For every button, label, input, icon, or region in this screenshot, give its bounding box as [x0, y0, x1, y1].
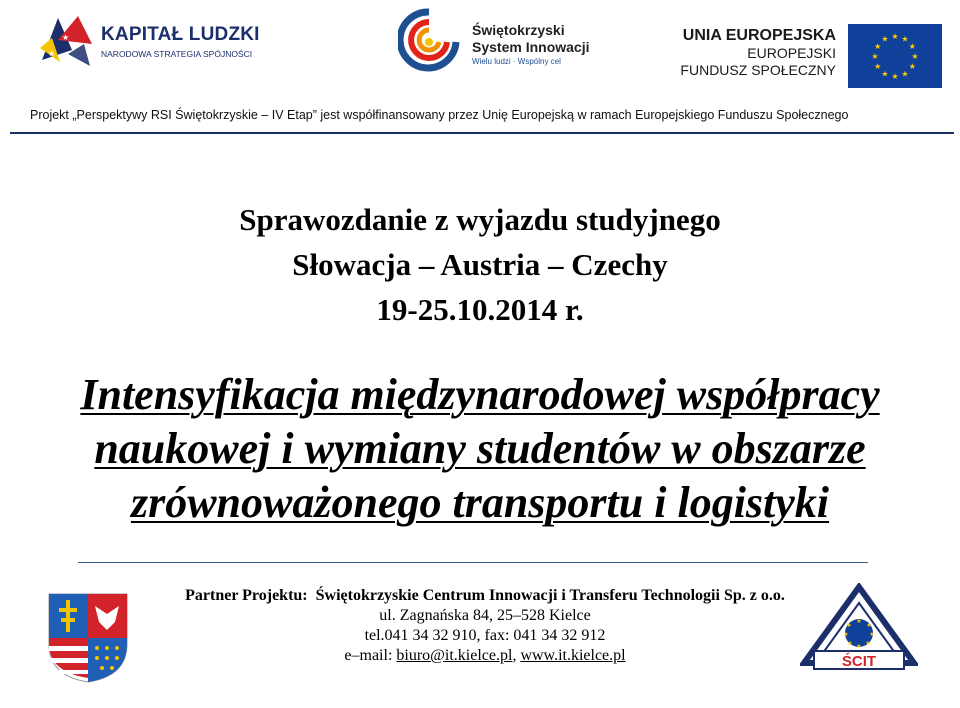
website-link[interactable]: www.it.kielce.pl	[520, 647, 626, 664]
eu-star-icon: ★	[911, 52, 919, 61]
project-funding-line: Projekt „Perspektywy RSI Świętokrzyskie – IV Etap” jest współfinansowany przez Unię Europejską w ramach Europejskiego Funduszu Społecznego	[30, 108, 849, 122]
partner-info	[150, 586, 820, 666]
eu-star-icon: ★	[908, 62, 916, 71]
eu-star-icon: ★	[901, 34, 909, 44]
partner-label: Partner Projektu:	[185, 587, 308, 604]
svg-text:★: ★	[843, 631, 849, 638]
main-title-line1: Intensyfikacja międzynarodowej współpracy	[80, 370, 880, 419]
scit-logo	[800, 583, 918, 675]
main-title	[0, 368, 960, 530]
report-title-line3: 19-25.10.2014 r.	[376, 292, 584, 327]
eu-star-icon: ★	[901, 69, 909, 79]
email-link[interactable]: biuro@it.kielce.pl	[396, 647, 513, 664]
coat-of-arms-icon	[47, 592, 129, 684]
main-title-line2: naukowej i wymiany studentów w obszarze	[94, 424, 866, 473]
partner-address: ul. Zagnańska 84, 25–528 Kielce	[379, 607, 591, 624]
eu-line3: FUNDUSZ SPOŁECZNY	[680, 62, 836, 78]
eu-star-icon: ★	[908, 42, 916, 51]
svg-text:★: ★	[865, 640, 871, 647]
svg-text:★: ★	[847, 640, 853, 647]
svg-text:★: ★	[856, 618, 862, 625]
eu-star-icon: ★	[891, 32, 899, 41]
eu-star-icon: ★	[881, 69, 889, 79]
contact-separator: ,	[512, 647, 521, 664]
scit-logo-text: ŚCIT	[841, 653, 877, 670]
partner-contact	[150, 646, 820, 666]
svg-text:★: ★	[48, 49, 56, 58]
header-divider	[10, 132, 954, 134]
eu-star-icon: ★	[871, 52, 879, 61]
eu-line2: EUROPEJSKI	[747, 45, 836, 61]
svg-text:★: ★	[62, 33, 70, 42]
partner-line	[150, 586, 820, 606]
svg-text:★: ★	[856, 643, 862, 650]
eu-star-icon: ★	[874, 62, 882, 71]
partner-name: Świętokrzyskie Centrum Innowacji i Transferu Technologii Sp. z o.o.	[315, 587, 785, 604]
ssi-name	[472, 22, 589, 56]
ssi-logo	[398, 8, 460, 72]
footer-divider	[78, 562, 868, 563]
svg-text:★: ★	[846, 622, 852, 629]
ssi-name-line2: System Innowacji	[472, 39, 590, 55]
ssi-name-line1: Świętokrzyski	[472, 22, 565, 38]
eu-star-icon: ★	[891, 72, 899, 81]
main-title-line3: zrównoważonego transportu i logistyki	[130, 478, 830, 527]
svg-text:★: ★	[869, 631, 875, 638]
svg-text:★: ★	[866, 622, 872, 629]
eu-flag-icon	[848, 24, 942, 88]
email-label: e–mail:	[344, 647, 397, 664]
report-title-line2: Słowacja – Austria – Czechy	[292, 247, 668, 282]
eu-line1: UNIA EUROPEJSKA	[682, 27, 836, 44]
eu-star-icon: ★	[874, 42, 882, 51]
report-title-line1: Sprawozdanie z wyjazdu studyjnego	[239, 202, 721, 237]
partner-phone: tel.041 34 32 910, fax: 041 34 32 912	[364, 627, 606, 644]
kapital-ludzki-subtitle: NARODOWA STRATEGIA SPÓJNOŚCI	[101, 49, 253, 59]
ssi-tagline: Wielu ludzi · Wspólny cel	[472, 57, 561, 66]
eu-star-icon: ★	[881, 34, 889, 44]
kapital-ludzki-title: KAPITAŁ LUDZKI	[101, 24, 260, 45]
